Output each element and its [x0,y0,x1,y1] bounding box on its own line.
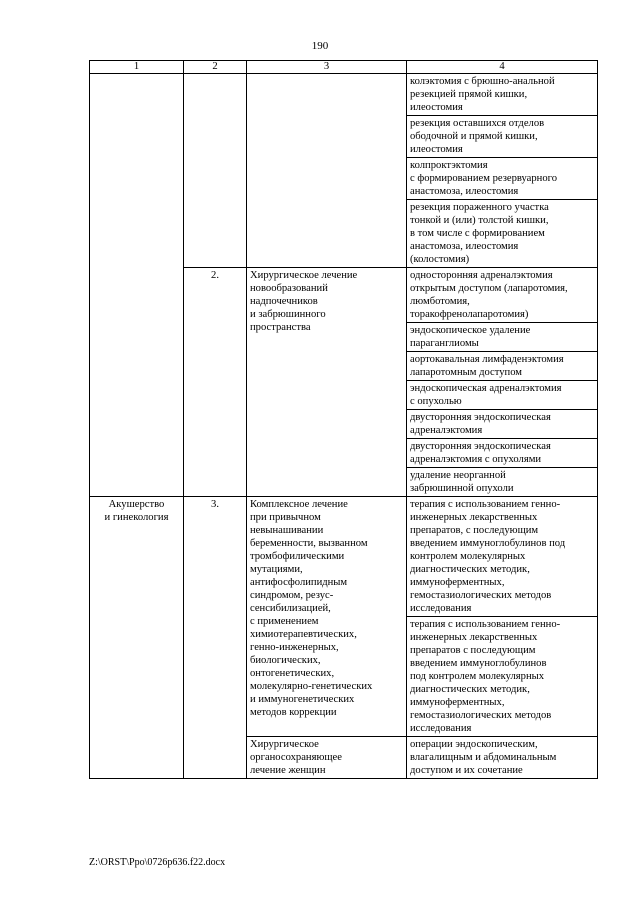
table-row [90,74,598,116]
method-cell: колпроктэктомия с формированием резервуарного анастомоза, илеостомия [407,158,598,200]
description-cell: Комплексное лечение при привычном невынашивании беременности, вызванном тромбофилическими мутациями, антифосфолипидным синдромом, резус- сенсибилизацией, с применением химиотерапевтических, генно-инженерных, биологических, онтогенетических, молекулярно-генетических и иммуногенетических методов коррекции [247,497,407,737]
method-cell: терапия с использованием генно- инженерных лекарственных препаратов, с последующим введением иммуноглобулинов под контролем молекулярных диагностических методик, иммуноферментных, гемостазиологических методов исследования [407,497,598,617]
method-cell: удаление неорганной забрюшинной опухоли [407,468,598,497]
method-cell: аортокавальная лимфаденэктомия лапаротомным доступом [407,352,598,381]
method-cell: эндоскопическое удаление параганглиомы [407,323,598,352]
description-cell: Хирургическое лечение новообразований надпочечников и забрюшинного пространства [247,268,407,497]
profile-cell: Акушерство и гинекология [90,497,184,779]
method-cell: резекция пораженного участка тонкой и (или) толстой кишки, в том числе с формированием анастомоза, илеостомия (колостомия) [407,200,598,268]
number-cell: 3. [184,497,247,779]
column-header-1: 1 [90,61,184,74]
description-cell-empty [247,74,407,268]
profile-cell-empty [90,74,184,497]
method-cell: терапия с использованием генно- инженерных лекарственных препаратов с последующим введением иммуноглобулинов под контролем молекулярных диагностических методик, иммуноферментных, гемостазиологических методов исследования [407,617,598,737]
method-cell: односторонняя адреналэктомия открытым доступом (лапаротомия, люмботомия, торакофренолапаротомия) [407,268,598,323]
procedures-table [89,60,598,779]
column-header-4: 4 [407,61,598,74]
table-header-row [90,61,598,74]
method-cell: операции эндоскопическим, влагалищным и абдоминальным доступом и их сочетание [407,737,598,779]
page-number: 190 [311,40,329,52]
method-cell: двусторонняя эндоскопическая адреналэктомия [407,410,598,439]
method-cell: эндоскопическая адреналэктомия с опухолью [407,381,598,410]
table-row [90,497,598,617]
description-cell: Хирургическое органосохраняющее лечение женщин [247,737,407,779]
method-cell: колэктомия с брюшно-анальной резекцией прямой кишки, илеостомия [407,74,598,116]
number-cell-empty [184,74,247,268]
method-cell: двусторонняя эндоскопическая адреналэктомия с опухолями [407,439,598,468]
column-header-3: 3 [247,61,407,74]
number-cell: 2. [184,268,247,497]
column-header-2: 2 [184,61,247,74]
method-cell: резекция оставшихся отделов ободочной и прямой кишки, илеостомия [407,116,598,158]
footer-file-path: Z:\ORST\Ppo\0726p636.f22.docx [89,857,226,868]
